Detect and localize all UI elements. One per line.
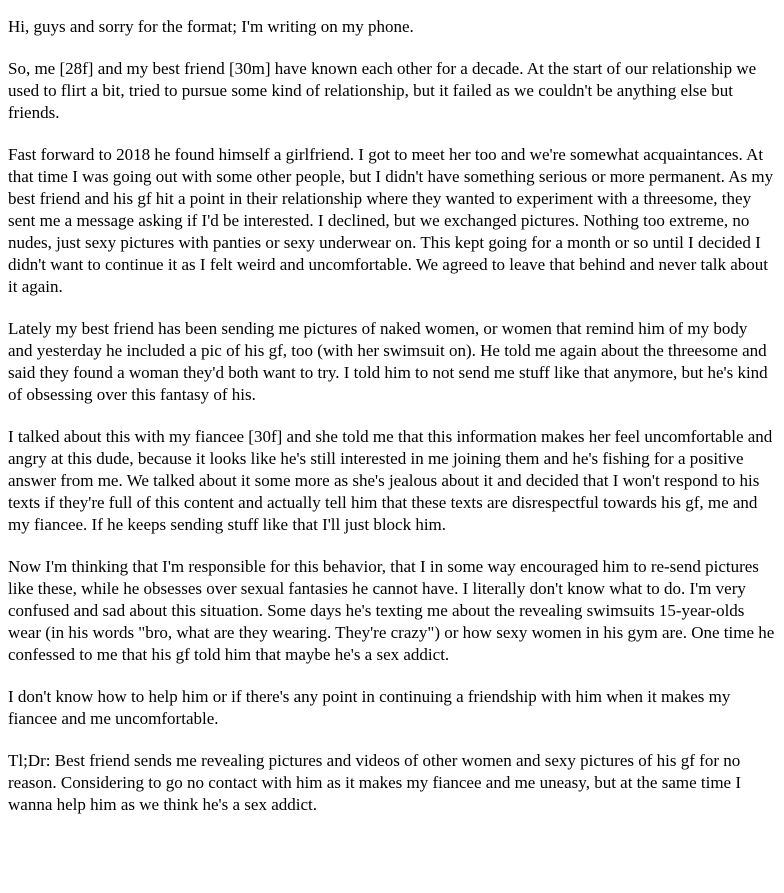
paragraph-girlfriend: Fast forward to 2018 he found himself a girlfriend. I got to meet her too and we're somewhat acquaintances. At that time I was going out with some other people, but I didn't have something serious or more permanent. As my best friend and his gf hit a point in their relationship where they wanted to experiment with a threesome, they sent me a message asking if I'd be interested. I declined, but we exchanged pictures. Nothing too extreme, no nudes, just sexy pictures with panties or sexy underwear on. This kept going for a month or so until I decided I didn't want to continue it as I felt weird and uncomfortable. We agreed to leave that behind and never talk about it again.: [8, 145, 774, 296]
paragraph-greeting: Hi, guys and sorry for the format; I'm writing on my phone.: [8, 17, 414, 36]
paragraph-lately: Lately my best friend has been sending me pictures of naked women, or women that remind him of my body and yesterday he included a pic of his gf, too (with her swimsuit on). He told me again about the threesome and said they found a woman they'd both want to try. I told him to not send me stuff like that anymore, but he's kind of obsessing over this fantasy of his.: [8, 319, 768, 404]
paragraph-responsibility: Now I'm thinking that I'm responsible for this behavior, that I in some way encouraged him to re-send pictures like these, while he obsesses over sexual fantasies he cannot have. I literally don't know what to do. I'm very confused and sad about this situation. Some days he's texting me about the revealing swimsuits 15-year-olds wear (in his words "bro, what are they wearing. They're crazy") or how sexy women in his gym are. One time he confessed to me that his gf told him that maybe he's a sex addict.: [8, 557, 775, 664]
paragraph-background: So, me [28f] and my best friend [30m] have known each other for a decade. At the start of our relationship we used to flirt a bit, tried to pursue some kind of relationship, but it failed as we couldn't be anything else but friends.: [8, 59, 757, 122]
paragraph-tldr: Tl;Dr: Best friend sends me revealing pictures and videos of other women and sexy pictures of his gf for no reason. Considering to go no contact with him as it makes my fiancee and me uneasy, but at the same time I wanna help him as we think he's a sex addict.: [8, 751, 742, 814]
paragraph-fiancee: I talked about this with my fiancee [30f] and she told me that this information makes her feel uncomfortable and angry at this dude, because it looks like he's still interested in me joining them and he's fishing for a positive answer from me. We talked about it some more as she's jealous about it and decided that I won't respond to his texts if they're full of this content and actually tell him that these texts are disrespectful towards his gf, me and my fiancee. If he keeps sending stuff like that I'll just block him.: [8, 427, 773, 534]
paragraph-question: I don't know how to help him or if there's any point in continuing a friendship with him when it makes my fiancee and me uncomfortable.: [8, 687, 731, 728]
